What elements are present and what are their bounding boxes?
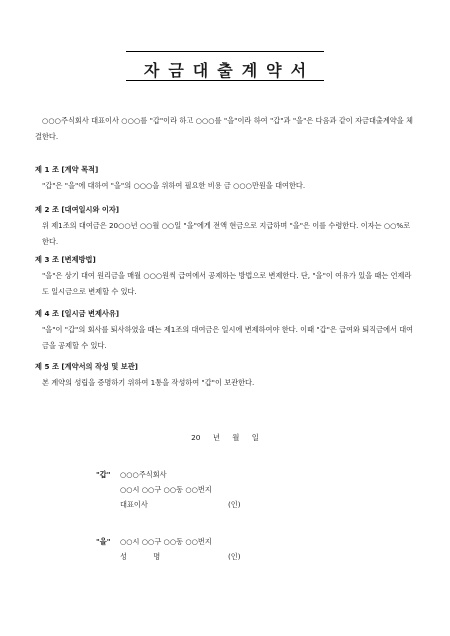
party-b-seal: (인): [228, 552, 241, 561]
document-title: 자금대출계약서: [143, 61, 316, 80]
article-heading: 제 4 조 [일시금 변제사유]: [35, 309, 120, 318]
party-a-address: ○○시 ○○구 ○○동 ○○번지: [120, 485, 212, 494]
party-b-details: [120, 534, 320, 564]
article-body: 위 제1조의 대여금은 20○○년 ○○월 ○○일 "을"에게 전액 현금으로 지급하며 "을"은 이를 수령한다. 이자는 ○○%로 한다.: [42, 221, 411, 246]
party-b-address: ○○시 ○○구 ○○동 ○○번지: [120, 537, 212, 546]
article-5: [35, 359, 415, 391]
article-heading: 제 3 조 [변제방법]: [35, 255, 96, 264]
title-underline-bottom: [126, 80, 324, 81]
article-heading: 제 5 조 [계약서의 작성 및 보관]: [35, 362, 138, 371]
article-heading: 제 1 조 [계약 목적]: [35, 165, 99, 174]
party-a-company: ○○○주식회사: [120, 470, 167, 479]
party-a-representative-row: [120, 497, 320, 512]
party-b-name-label: 성 명: [120, 552, 173, 561]
article-3: [35, 252, 415, 300]
intro-paragraph: ○○○주식회사 대표이사 ○○○를 "갑"이라 하고 ○○○를 "을"이라 하여 "갑"과 "을"은 다음과 같이 자금대출계약을 체결한다.: [35, 116, 413, 141]
contract-date: 20 년 월 일: [191, 433, 259, 442]
party-a-role: "갑": [96, 470, 111, 479]
article-4: [35, 306, 415, 354]
article-body: "을"은 상기 대여 원리금을 매월 ○○○원씩 급여에서 공제하는 방법으로 변제한다. 단, "을"이 여유가 있을 때는 언제라도 일시금으로 변제할 수 있다.: [42, 271, 412, 296]
party-a-details: [120, 467, 320, 512]
party-a-seal: (인): [228, 500, 241, 509]
article-1: [35, 162, 415, 194]
party-b-name-row: [120, 549, 320, 564]
party-b-role: "을": [96, 537, 111, 546]
article-body: 본 계약의 성립을 증명하기 위하여 1통을 작성하여 "갑"이 보관한다.: [42, 378, 255, 387]
article-body: "을"이 "갑"의 회사를 퇴사하였을 때는 제1조의 대여금은 일시에 변제하여야 한다. 이때 "갑"은 급여와 퇴직금에서 대여금을 공제할 수 있다.: [42, 325, 414, 350]
article-2: [35, 202, 415, 250]
party-a-representative-label: 대표이사: [120, 500, 148, 509]
article-body: "갑"은 "을"에 대하여 "을"의 ○○○을 위하여 필요한 비용 금 ○○○만원을 대여한다.: [42, 181, 306, 190]
title-underline-top: [126, 51, 324, 52]
article-heading: 제 2 조 [대여일시와 이자]: [35, 205, 120, 214]
